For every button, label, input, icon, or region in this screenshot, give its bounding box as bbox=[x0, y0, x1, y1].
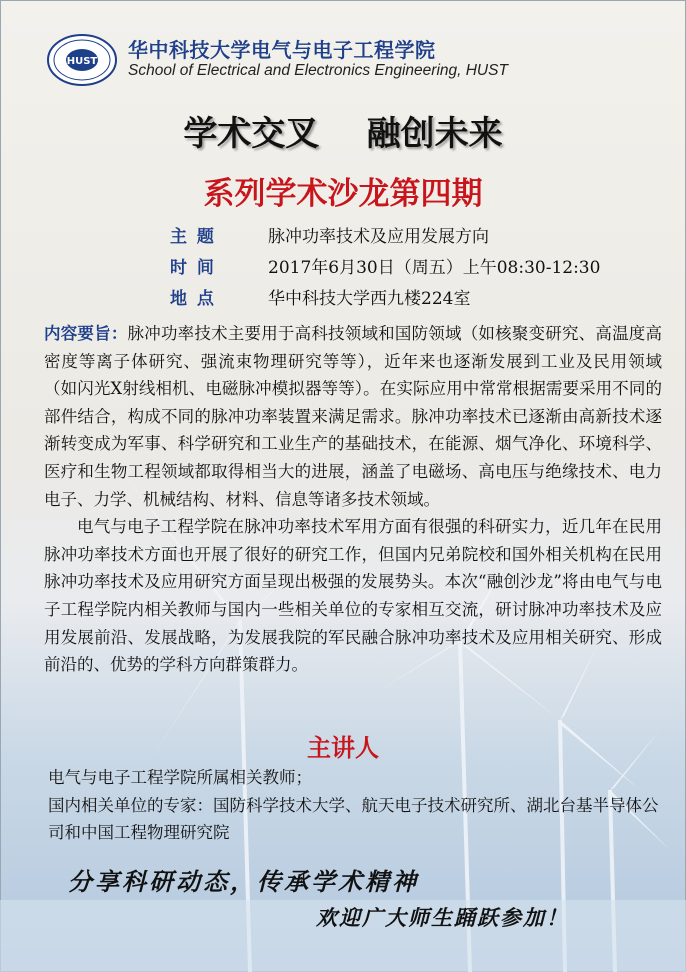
speaker-list bbox=[48, 764, 660, 847]
info-label: 时 间 bbox=[170, 258, 216, 278]
speaker-line-2: 国内相关单位的专家：国防科学技术大学、航天电子技术研究所、湖北台基半导体公司和中国工程物理研究院 bbox=[48, 795, 659, 842]
speaker-line-1: 电气与电子工程学院所属相关教师； bbox=[48, 768, 312, 787]
info-label: 主 题 bbox=[170, 227, 216, 247]
school-name-chinese: 华中科技大学电气与电子工程学院 bbox=[128, 38, 436, 62]
content-paragraph-1 bbox=[44, 320, 662, 513]
info-label: 地 点 bbox=[170, 289, 216, 309]
motto-line-2: 欢迎广大师生踊跃参加！ bbox=[316, 905, 569, 930]
svg-text:HUST: HUST bbox=[66, 56, 98, 67]
info-row-topic bbox=[170, 222, 489, 247]
motto-line-1: 分享科研动态，传承学术精神 bbox=[68, 867, 419, 896]
school-name-english: School of Electrical and Electronics Engineering, HUST bbox=[128, 62, 508, 79]
hust-university-seal-icon bbox=[46, 33, 118, 87]
info-value: 华中科技大学西九楼224室 bbox=[268, 289, 471, 309]
slogan-heading: 学术交叉 融创未来 bbox=[183, 114, 503, 154]
info-value: 2017年6月30日（周五）上午08:30-12:30 bbox=[268, 258, 601, 278]
content-lead-label: 内容要旨： bbox=[44, 324, 128, 343]
content-paragraph-1-text: 脉冲功率技术主要用于高科技领域和国防领域（如核聚变研究、高温度高密度等离子体研究、强流束物理研究等等），近年来也逐渐发展到工业及民用领域（如闪光X射线相机、电磁脉冲模拟器等等）。在实际应用中常常根据需要采用不同的部件结合，构成不同的脉冲功率装置来满足需求。脉冲功率技术已逐渐由高新技术逐渐转变成为军事、科学研究和工业生产的基础技术，在能源、烟气净化、环境科学、医疗和生物工程领域都取得相当大的进展，涵盖了电磁场、高电压与绝缘技术、电力电子、力学、机械结构、材料、信息等诸多技术领域。 bbox=[44, 324, 663, 509]
series-title: 系列学术沙龙第四期 bbox=[203, 176, 483, 212]
info-value: 脉冲功率技术及应用发展方向 bbox=[268, 227, 489, 247]
info-row-location bbox=[170, 284, 470, 309]
hust-logo bbox=[46, 33, 118, 87]
speaker-heading: 主讲人 bbox=[307, 734, 379, 762]
info-row-time bbox=[170, 253, 600, 278]
content-summary bbox=[44, 320, 662, 679]
content-paragraph-2: 电气与电子工程学院在脉冲功率技术军用方面有很强的科研实力，近几年在民用脉冲功率技术方面也开展了很好的研究工作，但国内兄弟院校和国外相关机构在民用脉冲功率技术及应用研究方面呈现出极强的发展势头。本次“融创沙龙”将由电气与电子工程学院内相关教师与国内一些相关单位的专家相互交流，研讨脉冲功率技术及应用发展前沿、发展战略，为发展我院的军民融合脉冲功率技术及应用相关研究、形成前沿的、优势的学科方向群策群力。 bbox=[44, 517, 662, 675]
